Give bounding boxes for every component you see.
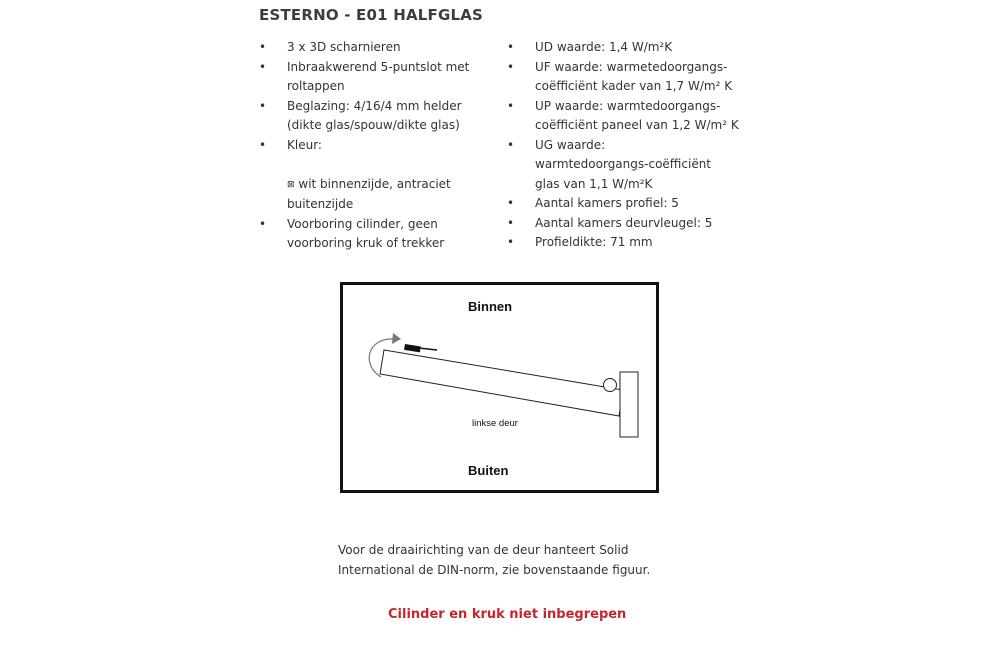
list-item: • 3 x 3D scharnieren [259,38,499,58]
door-rotation-diagram [340,282,659,493]
list-spacer [259,155,499,175]
list-item: • Beglazing: 4/16/4 mm helder (dikte glas/spouw/dikte glas) [259,97,487,136]
page-title: ESTERNO - E01 HALFGLAS [259,6,484,24]
inside-label: Binnen [468,299,513,314]
list-item: • Kleur: [259,136,499,156]
spec-list-right [507,38,747,253]
list-sub-item-text: wit binnenzijde, antraciet buitenzijde [287,176,451,211]
door-handle-icon [404,344,421,352]
list-item: • Inbraakwerend 5-puntslot met roltappen [259,58,477,97]
door-type-label: linkse deur [472,418,518,429]
list-item: • UP waarde: warmtedoorgangs-coëfficiënt paneel van 1,2 W/m² K [507,97,740,136]
spec-list-left [259,38,499,254]
door-handle-bar [419,348,437,350]
door-leaf [380,350,623,416]
hinge-icon [604,379,617,392]
warning-text: Cilinder en kruk niet inbegrepen [388,607,627,622]
list-sub-item [259,175,499,215]
door-diagram-graphic [343,285,656,490]
list-item: • UD waarde: 1,4 W/m²K [507,38,747,58]
list-item: • UF waarde: warmetedoorgangs-coëfficiënt kader van 1,7 W/m² K [507,58,735,97]
list-item: • Voorboring cilinder, geen voorboring kruk of trekker [259,215,497,254]
list-item: • Profieldikte: 71 mm [507,233,747,253]
small-image-icon: ⊠ [287,179,295,190]
list-item: • Aantal kamers deurvleugel: 5 [507,214,747,234]
rotation-arrowhead-icon [392,333,401,344]
list-item: • UG waarde: warmtedoorgangs-coëfficiënt glas van 1,1 W/m²K [507,136,715,195]
din-norm-note: Voor de draairichting van de deur hanteert Solid International de DIN-norm, zie bovenstaande figuur. [338,543,651,577]
outside-label: Buiten [468,463,509,478]
door-frame-post [620,372,638,437]
list-item: • Aantal kamers profiel: 5 [507,194,747,214]
